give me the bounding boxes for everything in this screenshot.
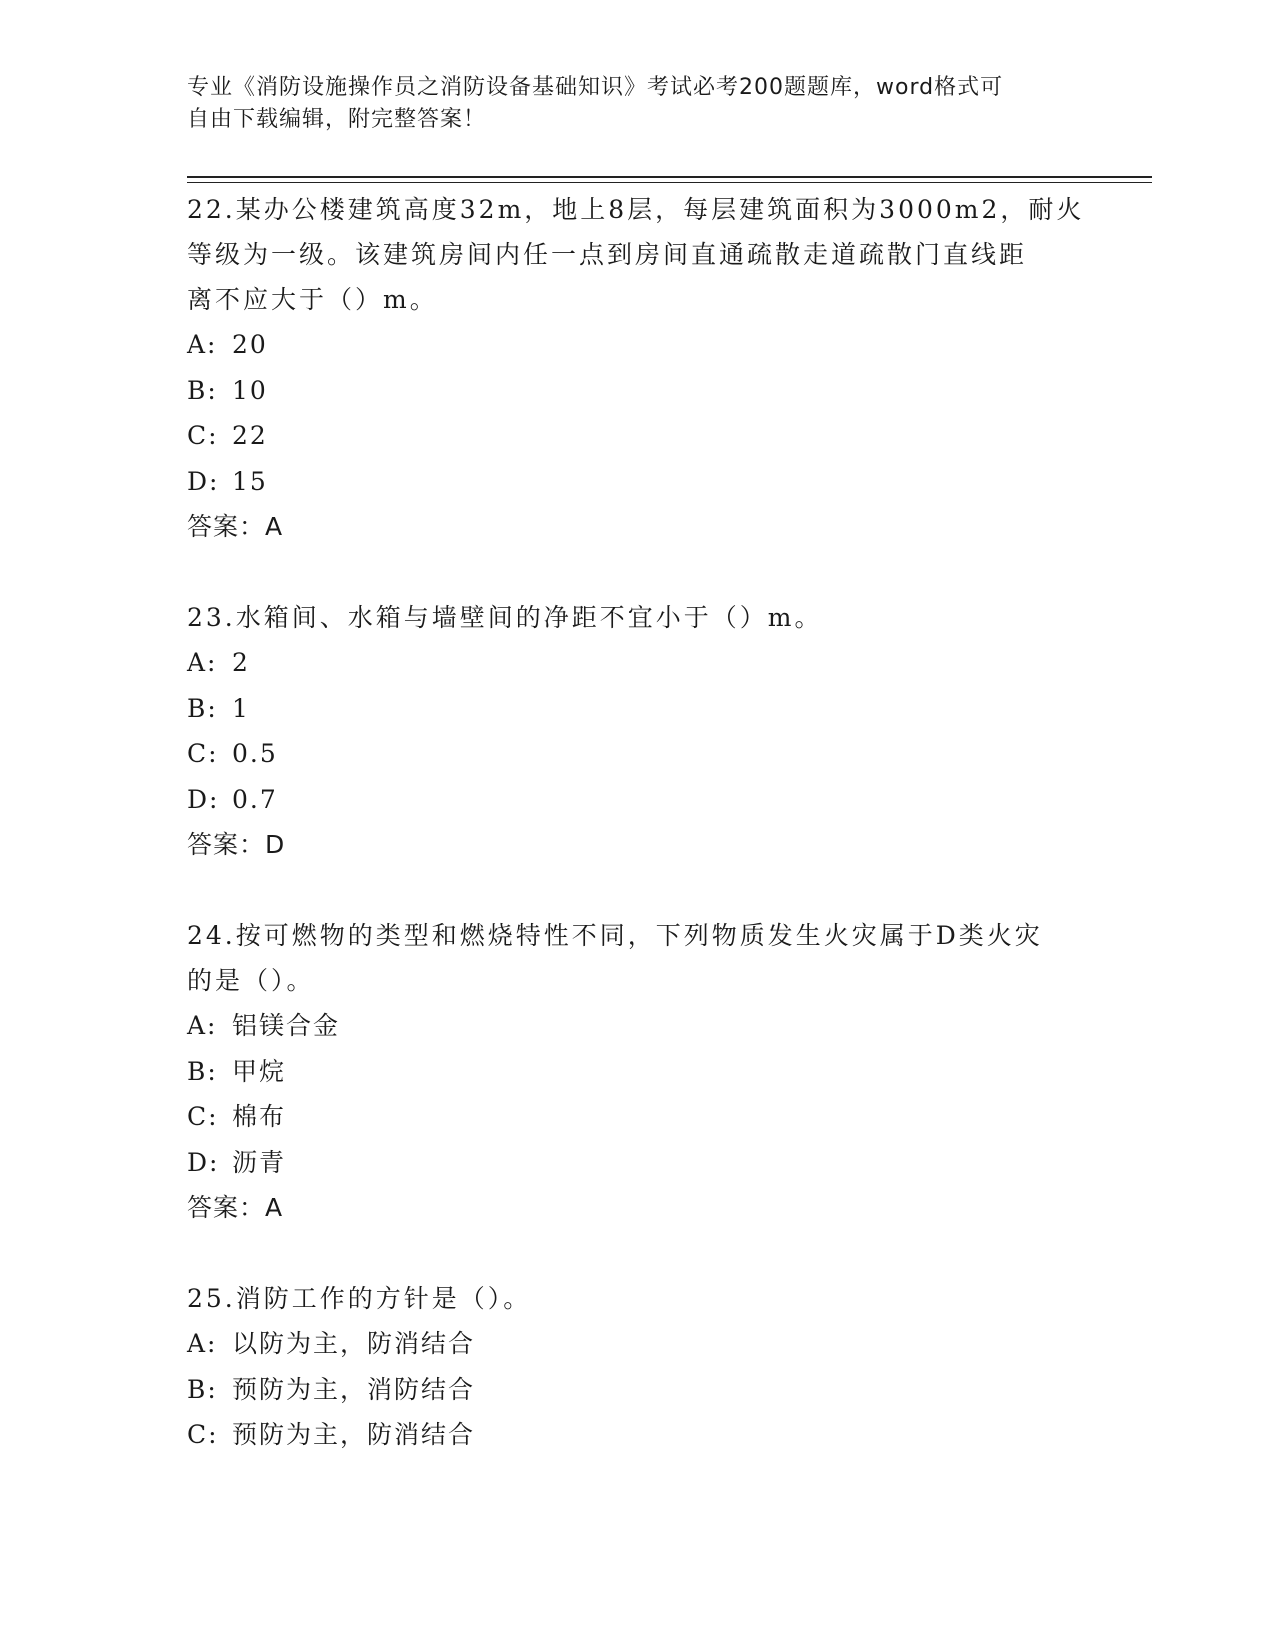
option-c: [187, 1412, 1087, 1458]
question-23: [187, 595, 1087, 867]
question-text: [187, 595, 1087, 640]
question-24: [187, 913, 1087, 1230]
header-divider-thin: [187, 182, 1152, 183]
option-label: C:: [187, 1420, 219, 1449]
option-c: [187, 413, 1087, 459]
header-line-1: 专业《消防设施操作员之消防设备基础知识》考试必考200题题库，word格式可: [187, 75, 1004, 100]
option-label: A:: [187, 648, 218, 677]
option-label: D:: [187, 784, 220, 814]
option-c: [187, 1094, 1087, 1140]
option-b: [187, 1367, 1087, 1413]
option-label: A:: [187, 330, 218, 359]
option-text: 22: [232, 421, 268, 450]
option-label: A:: [187, 1329, 218, 1358]
header-line-2: 自由下载编辑，附完整答案！: [187, 107, 487, 132]
question-text: [187, 187, 1087, 322]
question-text: [187, 913, 1087, 1003]
question-25: [187, 1276, 1087, 1458]
option-text: 0.7: [232, 784, 278, 814]
option-b: [187, 1049, 1087, 1095]
option-text: 铝镁合金: [232, 1011, 341, 1040]
question-text-line: 等级为一级。该建筑房间内任一点到房间直通疏散走道疏散门直线距: [187, 240, 1028, 269]
option-text: 以防为主，防消结合: [232, 1329, 476, 1358]
option-b: [187, 686, 1087, 732]
option-a: [187, 640, 1087, 686]
option-text: 15: [232, 466, 268, 496]
option-label: A:: [187, 1011, 218, 1040]
option-a: [187, 1321, 1087, 1367]
question-text-line: 离不应大于（）m。: [187, 285, 438, 314]
question-list: [187, 187, 1087, 1458]
option-text: 预防为主，消防结合: [232, 1374, 476, 1404]
option-label: B:: [187, 1374, 218, 1404]
option-b: [187, 368, 1087, 414]
option-d: [187, 1140, 1087, 1186]
option-d: [187, 459, 1087, 505]
option-c: [187, 731, 1087, 777]
option-text: 沥青: [232, 1147, 287, 1177]
answer-line: 答案：D: [187, 830, 286, 859]
header-divider-thick: [187, 176, 1152, 178]
option-label: D:: [187, 466, 220, 496]
option-label: C:: [187, 1102, 219, 1131]
question-text-line: 25.消防工作的方针是（）。: [187, 1284, 532, 1313]
question-22: [187, 187, 1087, 549]
option-text: 2: [232, 648, 250, 677]
option-text: 预防为主，防消结合: [232, 1420, 476, 1449]
question-text-line: 23.水箱间、水箱与墙壁间的净距不宜小于（）m。: [187, 603, 823, 632]
option-a: [187, 322, 1087, 368]
question-text-line: 24.按可燃物的类型和燃烧特性不同，下列物质发生火灾属于D类火灾: [187, 921, 1043, 950]
option-d: [187, 777, 1087, 823]
question-text-line: 22.某办公楼建筑高度32m，地上8层，每层建筑面积为3000m2，耐火: [187, 195, 1085, 224]
option-text: 棉布: [232, 1102, 287, 1131]
option-text: 20: [232, 330, 268, 359]
question-text-line: 的是（）。: [187, 966, 315, 995]
option-label: B:: [187, 1056, 218, 1086]
option-label: B:: [187, 375, 218, 405]
option-label: C:: [187, 739, 219, 768]
option-text: 1: [232, 693, 250, 723]
option-text: 甲烷: [232, 1056, 287, 1086]
document-header: [187, 72, 1067, 136]
option-a: [187, 1003, 1087, 1049]
question-text: [187, 1276, 1087, 1321]
option-label: C:: [187, 421, 219, 450]
option-text: 0.5: [232, 739, 278, 768]
answer-line: 答案：A: [187, 1193, 284, 1222]
option-text: 10: [232, 375, 268, 405]
option-label: D:: [187, 1147, 220, 1177]
answer-line: 答案：A: [187, 512, 284, 541]
option-label: B:: [187, 693, 218, 723]
